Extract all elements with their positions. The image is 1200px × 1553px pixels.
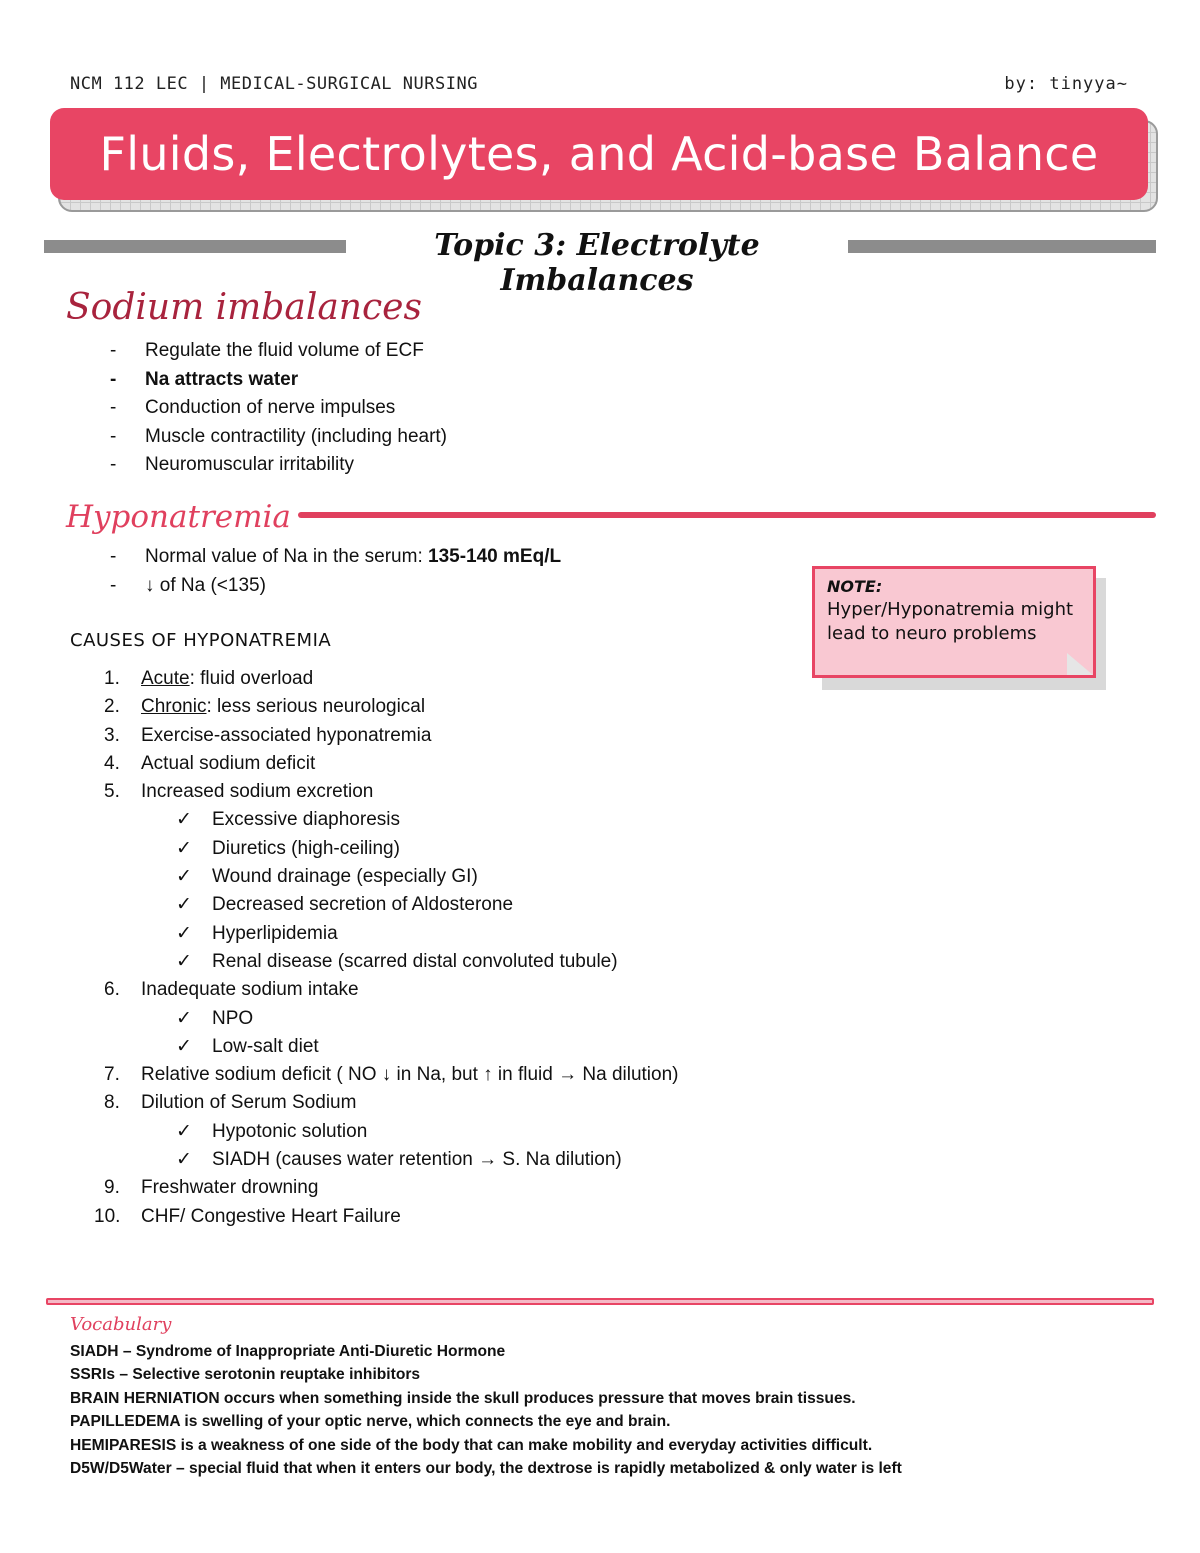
check-icon: ✓ xyxy=(176,1149,192,1171)
check-icon: ✓ xyxy=(176,866,192,888)
causes-heading: CAUSES OF HYPONATREMIA xyxy=(70,630,332,651)
cause-label: Acute xyxy=(141,668,190,689)
cause-text: Freshwater drowning xyxy=(141,1177,319,1199)
check-icon: ✓ xyxy=(176,894,192,916)
vocabulary-list xyxy=(70,1340,902,1480)
sub-item-text: SIADH (causes water retention → S. Na dilution) xyxy=(212,1149,622,1171)
check-icon: ✓ xyxy=(176,837,192,859)
check-icon: ✓ xyxy=(176,1120,192,1142)
sub-item-text: Hypotonic solution xyxy=(212,1120,368,1142)
topic-divider-right xyxy=(848,240,1156,253)
note-body xyxy=(812,566,1096,678)
list-item: - ↓ of Na (<135) xyxy=(70,572,561,601)
cause-text: : fluid overload xyxy=(189,668,314,689)
cause-label: Chronic xyxy=(141,696,207,718)
sodium-list xyxy=(70,337,447,480)
vocabulary-heading: Vocabulary xyxy=(70,1314,172,1335)
list-item: - Na attracts water xyxy=(70,366,447,395)
note-text: Hyper/Hyponatremia might lead to neuro problems xyxy=(827,599,1074,644)
sodium-heading: Sodium imbalances xyxy=(66,287,422,328)
sub-item-text: Diuretics (high-ceiling) xyxy=(212,837,400,859)
vocabulary-item: BRAIN HERNIATION occurs when something inside the skull produces pressure that moves brain tissues. xyxy=(70,1389,856,1407)
sub-item-text: NPO xyxy=(212,1007,254,1029)
vocabulary-item: HEMIPARESIS is a weakness of one side of the body that can make mobility and everyday activities difficult. xyxy=(70,1436,873,1454)
check-icon: ✓ xyxy=(176,1007,192,1029)
sub-item-text: Excessive diaphoresis xyxy=(212,809,400,831)
check-icon: ✓ xyxy=(176,922,192,944)
cause-text: CHF/ Congestive Heart Failure xyxy=(141,1205,401,1227)
cause-text: Actual sodium deficit xyxy=(141,752,316,774)
page-title: Fluids, Electrolytes, and Acid-base Balance xyxy=(50,108,1148,200)
check-icon: ✓ xyxy=(176,1035,192,1057)
topic-heading: Topic 3: Electrolyte Imbalances xyxy=(434,228,760,298)
vocabulary-item: SSRIs – Selective serotonin reuptake inhibitors xyxy=(70,1366,421,1384)
list-item: - Regulate the fluid volume of ECF xyxy=(70,337,447,366)
vocabulary-divider xyxy=(46,1298,1154,1305)
cause-text: Increased sodium excretion xyxy=(141,781,374,803)
cause-text: Dilution of Serum Sodium xyxy=(141,1092,357,1114)
check-icon: ✓ xyxy=(176,809,192,831)
hyponatremia-list xyxy=(70,543,561,600)
sub-item-text: Low-salt diet xyxy=(212,1035,319,1057)
cause-text: Inadequate sodium intake xyxy=(141,979,359,1001)
list-item: - Neuromuscular irritability xyxy=(70,451,447,480)
cause-text: : less serious neurological xyxy=(206,696,426,718)
author-credit: by: tinyya~ xyxy=(1004,74,1128,94)
course-header: NCM 112 LEC | MEDICAL-SURGICAL NURSING xyxy=(70,74,478,94)
hyponatremia-heading: Hyponatremia xyxy=(66,499,291,535)
hyponatremia-divider xyxy=(298,512,1156,518)
sub-item-text: Decreased secretion of Aldosterone xyxy=(212,894,514,916)
title-banner xyxy=(50,108,1160,214)
sub-item-text: Renal disease (scarred distal convoluted tubule) xyxy=(212,950,618,972)
topic-divider-left xyxy=(44,240,346,253)
vocabulary-item: PAPILLEDEMA is swelling of your optic nerve, which connects the eye and brain. xyxy=(70,1413,671,1431)
normal-value-label: Normal value of Na in the serum: xyxy=(145,546,429,567)
cause-text: Exercise-associated hyponatremia xyxy=(141,724,432,746)
vocabulary-item: D5W/D5Water – special fluid that when it enters our body, the dextrose is rapidly metabolized & only water is left xyxy=(70,1459,902,1477)
list-item: - Muscle contractility (including heart) xyxy=(70,423,447,452)
note-card xyxy=(812,566,1108,692)
note-corner-fold xyxy=(1067,653,1093,675)
normal-value: 135-140 mEq/L xyxy=(428,546,562,567)
cause-text: Relative sodium deficit ( NO ↓ in Na, but ↑ in fluid → Na dilution) xyxy=(141,1064,679,1086)
sub-item-text: Wound drainage (especially GI) xyxy=(212,866,478,888)
sub-item-text: Hyperlipidemia xyxy=(212,922,338,944)
note-label: NOTE: xyxy=(827,577,883,596)
list-item: - Conduction of nerve impulses xyxy=(70,394,447,423)
vocabulary-item: SIADH – Syndrome of Inappropriate Anti-Diuretic Hormone xyxy=(70,1343,506,1360)
check-icon: ✓ xyxy=(176,950,192,972)
list-item xyxy=(70,543,561,572)
